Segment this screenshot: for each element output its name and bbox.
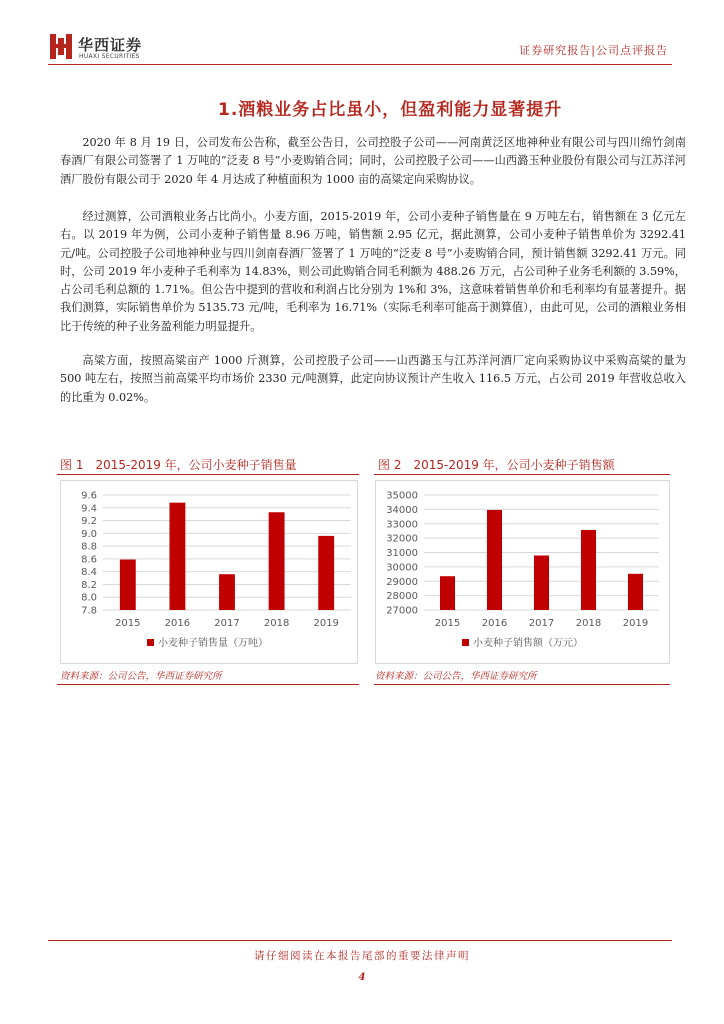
x-tick-label: 2018 xyxy=(263,618,290,629)
logo-english-name: HUAXI SECURITIES xyxy=(79,53,140,60)
y-tick-label: 9.0 xyxy=(81,528,97,540)
x-tick-label: 2019 xyxy=(313,618,339,629)
y-tick-label: 28000 xyxy=(386,591,418,603)
y-tick-label: 29000 xyxy=(386,576,418,588)
bar xyxy=(318,536,334,610)
x-tick-label: 2015 xyxy=(434,618,461,629)
paragraph-announcement: 2020 年 8 月 19 日，公司发布公告称，截至公告日，公司控股子公司——河南黄泛区地神种业有限公司与四川绵竹剑南春酒厂有限公司签署了 1 万吨的“泛麦 8 号”小麦购销合同；同时，公司控股子公司——山西潞玉种业股份有限公司与江苏洋河酒厂股份有限公司于 2020 年 4 月达成了种植面积为 1000 亩的高粱定向采购协议。 xyxy=(60,136,686,186)
figure-2-bottom-rule xyxy=(374,684,670,685)
paragraph-sorghum-analysis: 高粱方面，按照高粱亩产 1000 斤测算，公司控股子公司——山西潞玉与江苏洋河酒厂定向采购协议中采购高粱的量为 500 吨左右，按照当前高粱平均市场价 2330 元/吨测算，此定向协议预计产生收入 116.5 万元，占公司 2019 年营收总收入的比重为 0.02%。 xyxy=(60,354,686,404)
y-tick-label: 7.8 xyxy=(81,605,97,617)
y-tick-label: 9.6 xyxy=(81,490,97,502)
y-tick-label: 8.0 xyxy=(81,592,97,604)
figure-2-top-rule xyxy=(374,474,670,475)
legend-label: 小麦种子销售量（万吨） xyxy=(158,638,268,649)
y-tick-label: 8.4 xyxy=(81,567,97,579)
bar xyxy=(169,503,185,610)
bar xyxy=(219,574,235,610)
legend-swatch xyxy=(147,639,154,646)
figure-1-source: 资料来源：公司公告，华西证券研究所 xyxy=(60,671,222,682)
x-tick-label: 2016 xyxy=(481,618,508,629)
y-tick-label: 31000 xyxy=(386,548,418,559)
y-tick-label: 34000 xyxy=(386,504,418,516)
y-tick-label: 8.2 xyxy=(81,579,97,591)
bar xyxy=(269,512,285,610)
bar xyxy=(120,560,136,610)
bar xyxy=(440,576,455,610)
legal-disclaimer-note: 请仔细阅读在本报告尾部的重要法律声明 xyxy=(254,950,470,962)
y-tick-label: 9.2 xyxy=(81,516,97,528)
figure-2-source: 资料来源：公司公告，华西证券研究所 xyxy=(375,671,537,682)
page-number: 4 xyxy=(358,972,366,983)
y-tick-label: 27000 xyxy=(386,605,418,617)
bar xyxy=(628,574,643,610)
logo-chinese-name: 华西证券 xyxy=(78,36,143,54)
chart-1-svg xyxy=(61,481,357,663)
x-tick-label: 2017 xyxy=(528,618,555,629)
bar xyxy=(581,530,596,610)
y-tick-label: 8.8 xyxy=(81,541,97,553)
figure-2-chart xyxy=(375,480,670,664)
section-title: 1.酒粮业务占比虽小，但盈利能力显著提升 xyxy=(218,100,563,120)
figure-1-title: 图 1 2015-2019 年，公司小麦种子销售量 xyxy=(60,458,297,472)
y-tick-label: 9.4 xyxy=(81,503,97,515)
figure-1-top-rule xyxy=(57,474,359,475)
bar xyxy=(534,556,549,610)
legend-label: 小麦种子销售额（万元） xyxy=(473,638,583,649)
chart-2-svg xyxy=(376,481,669,663)
huaxi-logo-icon xyxy=(50,34,72,59)
figure-1-chart xyxy=(60,480,358,664)
x-tick-label: 2018 xyxy=(575,618,602,629)
header-divider xyxy=(48,64,672,65)
x-tick-label: 2017 xyxy=(214,618,240,629)
x-tick-label: 2015 xyxy=(115,618,141,629)
y-tick-label: 35000 xyxy=(386,490,418,502)
paragraph-wheat-analysis: 经过测算，公司酒粮业务占比尚小。小麦方面，2015-2019 年，公司小麦种子销售量在 9 万吨左右，销售额在 3 亿元左右。以 2019 年为例，公司小麦种子销售量 8.96 万吨，销售额 2.95 亿元，据此测算，公司小麦种子销售单价为 3292.41 元/吨。公司控股子公司地神种业与四川剑南春酒厂签署了 1 万吨的“泛麦 8 号”小麦购销合同，预计销售额 3292.41 万元。同时，公司 2019 年小麦种子毛利率为 14.83%，则公司此购销合同毛利额为 488.26 万元，占公司种子业务毛利额的 3.59%，占公司毛利总额的 1.71%。但公告中提到的营收和利润占比分别为 1%和 3%，这意味着销售单价和毛利率均有显著提升。据我们测算，实际销售单价为 5135.73 元/吨，毛利率为 16.71%（实际毛利率可能高于测算值），由此可见，公司的酒粮业务相比于传统的种子业务盈利能力明显提升。 xyxy=(60,210,686,333)
y-tick-label: 33000 xyxy=(386,519,418,531)
y-tick-label: 32000 xyxy=(386,533,418,545)
footer-divider xyxy=(48,940,672,941)
x-tick-label: 2016 xyxy=(164,618,191,629)
figure-2-title: 图 2 2015-2019 年，公司小麦种子销售额 xyxy=(378,458,615,472)
legend-swatch xyxy=(462,639,469,646)
bar xyxy=(487,510,502,610)
report-type-label: 证券研究报告|公司点评报告 xyxy=(519,44,668,57)
figure-1-bottom-rule xyxy=(57,684,359,685)
y-tick-label: 30000 xyxy=(386,562,418,574)
y-tick-label: 8.6 xyxy=(81,554,97,566)
x-tick-label: 2019 xyxy=(622,618,649,629)
